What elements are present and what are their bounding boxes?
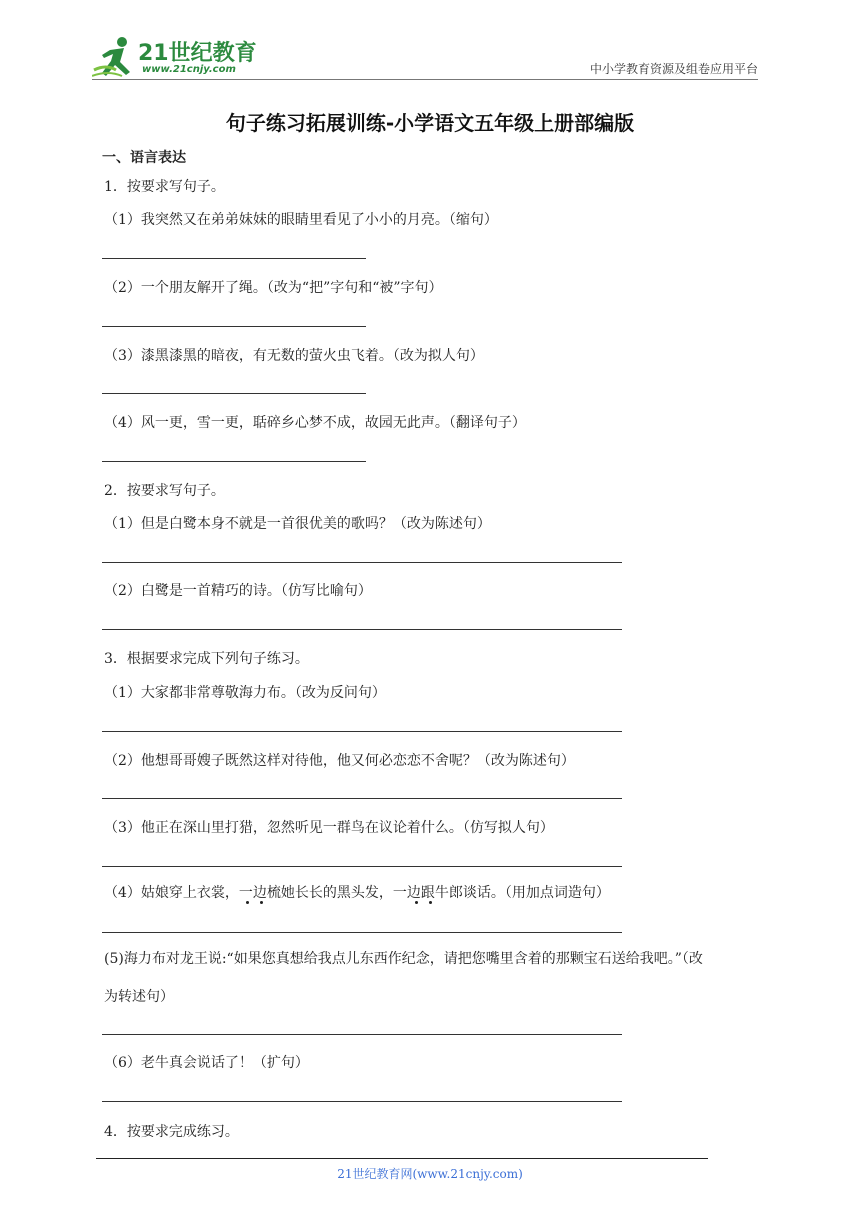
question-1-item-1: （1）我突然又在弟弟妹妹的眼睛里看见了小小的月亮。（缩句） bbox=[104, 212, 498, 228]
logo-url: www.21cnjy.com bbox=[142, 64, 236, 75]
question-1-stem: 1．按要求写句子。 bbox=[104, 179, 225, 195]
answer-line[interactable] bbox=[102, 1101, 622, 1102]
emphasis-dot bbox=[246, 901, 249, 904]
question-3-item-5: (5)海力布对龙王说:“如果您真想给我点儿东西作纪念，请把您嘴里含着的那颗宝石送给我吧。”（改 bbox=[104, 951, 703, 967]
logo bbox=[92, 34, 262, 82]
question-3-item-6: （6）老牛真会说话了！（扩句） bbox=[104, 1055, 309, 1071]
answer-line[interactable] bbox=[102, 562, 622, 563]
question-3-item-3: （3）他正在深山里打猎，忽然听见一群鸟在议论着什么。（仿写拟人句） bbox=[104, 820, 554, 836]
question-4-stem: 4．按要求完成练习。 bbox=[104, 1124, 239, 1140]
page-title: 句子练习拓展训练-小学语文五年级上册部编版 bbox=[225, 111, 635, 135]
question-1-item-3: （3）漆黑漆黑的暗夜，有无数的萤火虫飞着。（改为拟人句） bbox=[104, 348, 484, 364]
question-2-item-2: （2）白鹭是一首精巧的诗。（仿写比喻句） bbox=[104, 583, 372, 599]
question-1-item-4: （4）风一更，雪一更，聒碎乡心梦不成，故园无此声。（翻译句子） bbox=[104, 415, 526, 431]
emphasis-dot bbox=[260, 901, 263, 904]
footer-link[interactable]: 21世纪教育网(www.21cnjy.com) bbox=[337, 1167, 523, 1181]
answer-line[interactable] bbox=[102, 258, 366, 259]
answer-line[interactable] bbox=[102, 393, 366, 394]
answer-line[interactable] bbox=[102, 326, 366, 327]
answer-line[interactable] bbox=[102, 629, 622, 630]
logo-text: 21世纪教育 bbox=[138, 41, 257, 66]
answer-line[interactable] bbox=[102, 1034, 622, 1035]
question-1-item-2: （2）一个朋友解开了绳。（改为“把”字句和“被”字句） bbox=[104, 280, 443, 296]
footer-divider bbox=[96, 1158, 708, 1159]
emphasis-dot bbox=[415, 901, 418, 904]
emphasis-dot bbox=[429, 901, 432, 904]
platform-label: 中小学教育资源及组卷应用平台 bbox=[589, 62, 758, 76]
question-3-item-4: （4）姑娘穿上衣裳，一边梳她长长的黑头发，一边跟牛郎谈话。（用加点词造句） bbox=[104, 885, 610, 901]
question-3-item-2: （2）他想哥哥嫂子既然这样对待他，他又何必恋恋不舍呢？（改为陈述句） bbox=[104, 753, 575, 769]
section-heading: 一、语言表达 bbox=[102, 150, 186, 166]
question-2-stem: 2．按要求写句子。 bbox=[104, 483, 225, 499]
answer-line[interactable] bbox=[102, 798, 622, 799]
answer-line[interactable] bbox=[102, 731, 622, 732]
question-2-item-1: （1）但是白鹭本身不就是一首很优美的歌吗？（改为陈述句） bbox=[104, 516, 491, 532]
question-3-item-1: （1）大家都非常尊敬海力布。（改为反问句） bbox=[104, 685, 386, 701]
header-divider bbox=[92, 79, 758, 80]
runner-logo-icon bbox=[92, 34, 138, 80]
question-3-item-5-continued: 为转述句） bbox=[104, 989, 174, 1005]
answer-line[interactable] bbox=[102, 461, 366, 462]
answer-line[interactable] bbox=[102, 866, 622, 867]
answer-line[interactable] bbox=[102, 932, 622, 933]
question-3-stem: 3．根据要求完成下列句子练习。 bbox=[104, 651, 309, 667]
